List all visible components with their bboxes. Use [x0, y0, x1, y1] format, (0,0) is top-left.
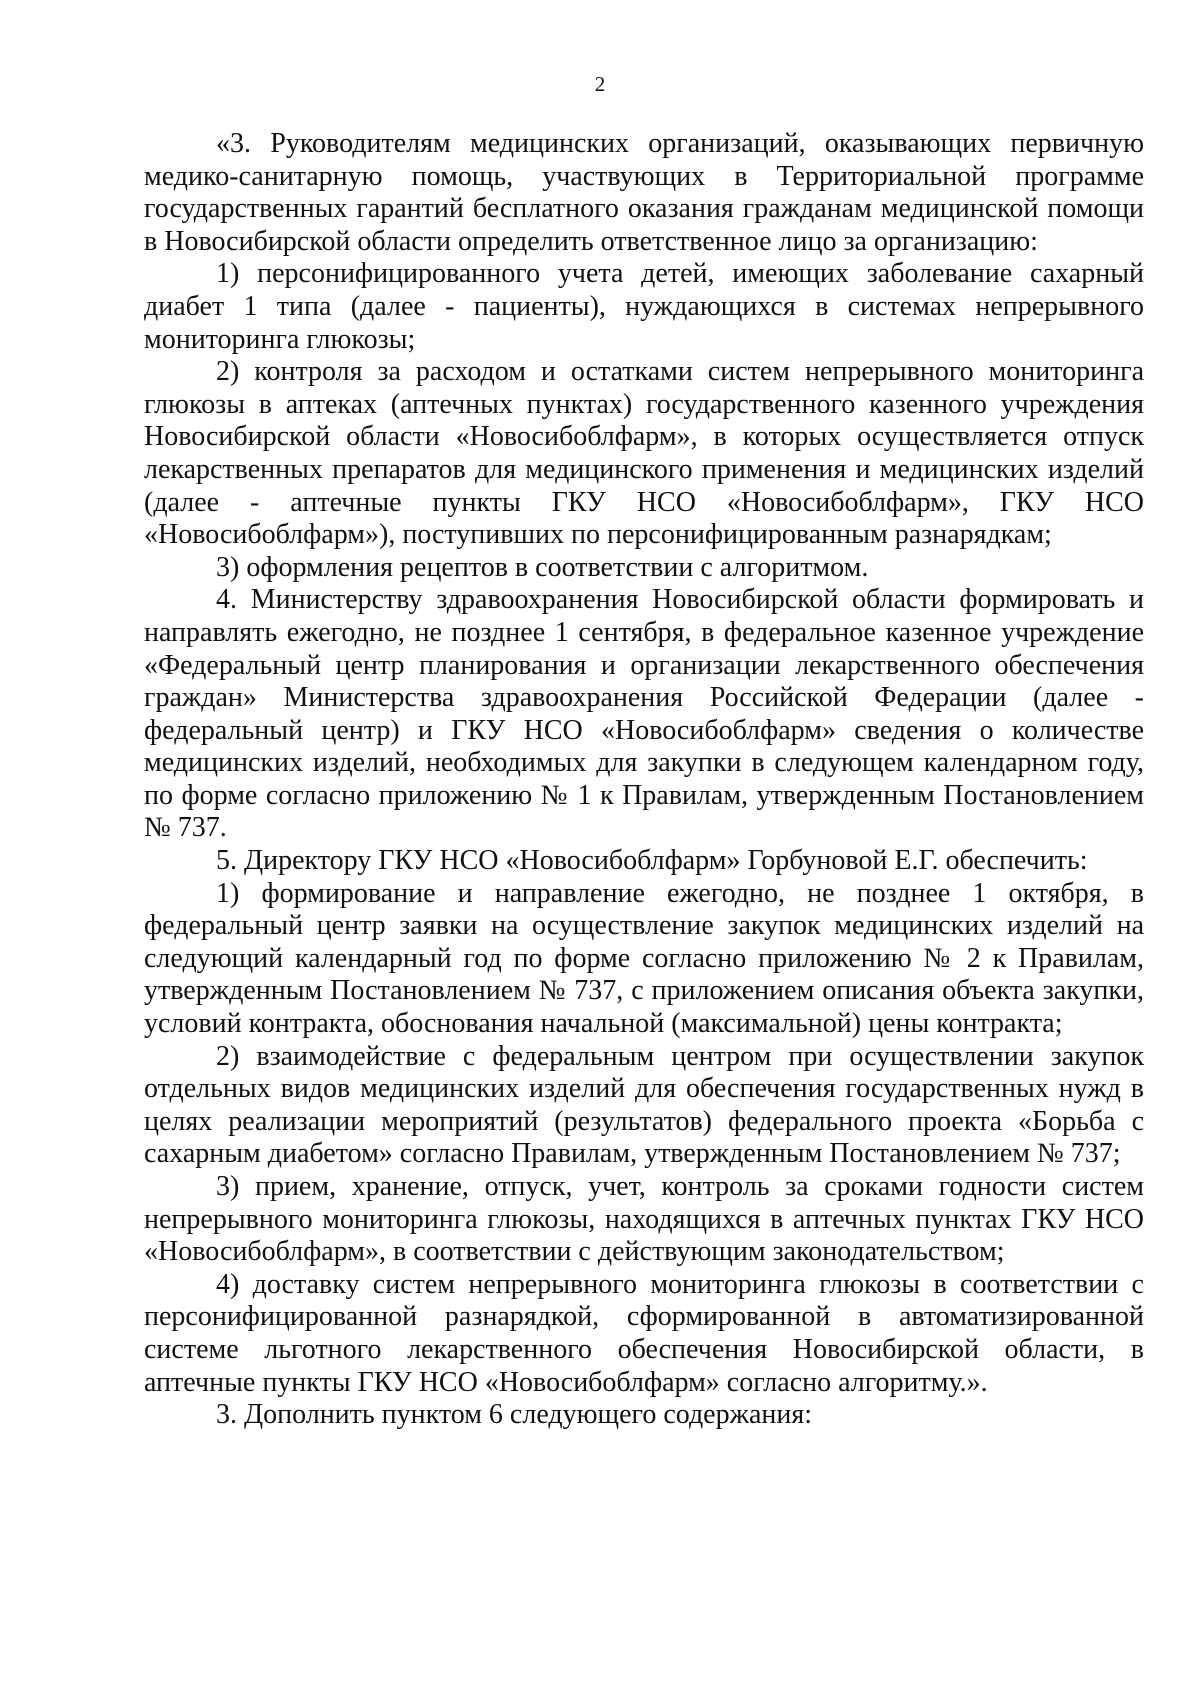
paragraph-subitem-5-2: 2) взаимодействие с федеральным центром при осуществлении закупок отдельных видов медицинских изделий для обеспечения государственных нужд в целях реализации мероприятий (результатов) федерального проекта «Борьба с сахарным диабетом» согласно Правилам, утвержденным Постановлением № 737;	[144, 1040, 1144, 1170]
paragraph-item-3: «3. Руководителям медицинских организаций, оказывающих первичную медико-санитарную помощь, участвующих в Территориальной программе государственных гарантий бесплатного оказания гражданам медицинской помощи в Новосибирской области определить ответственное лицо за организацию:	[144, 128, 1144, 257]
paragraph-item-5: 5. Директору ГКУ НСО «Новосибоблфарм» Горбуновой Е.Г. обеспечить:	[216, 845, 1088, 877]
paragraph-subitem-5-3: 3) прием, хранение, отпуск, учет, контроль за сроками годности систем непрерывного мониторинга глюкозы, находящихся в аптечных пунктах ГКУ НСО «Новосибоблфарм», в соответствии с действующим законодательством;	[144, 1171, 1144, 1268]
paragraph-subitem-3-2: 2) контроля за расходом и остатками систем непрерывного мониторинга глюкозы в аптеках (аптечных пунктах) государственного казенного учреждения Новосибирской области «Новосибоблфарм», в которых осуществляется отпуск лекарственных препаратов для медицинского применения и медицинских изделий (далее - аптечные пункты ГКУ НСО «Новосибоблфарм», ГКУ НСО «Новосибоблфарм»), поступивших по персонифицированным разнарядкам;	[144, 356, 1144, 551]
paragraph-amendment-3: 3. Дополнить пунктом 6 следующего содержания:	[216, 1399, 813, 1431]
document-body	[144, 128, 1144, 1432]
page-number: 2	[594, 72, 606, 96]
paragraph-subitem-3-3: 3) оформления рецептов в соответствии с алгоритмом.	[216, 551, 869, 583]
paragraph-item-4: 4. Министерству здравоохранения Новосибирской области формировать и направлять ежегодно, не позднее 1 сентября, в федеральное казенное учреждение «Федеральный центр планирования и организации лекарственного обеспечения граждан» Министерства здравоохранения Российской Федерации (далее - федеральный центр) и ГКУ НСО «Новосибоблфарм» сведения о количестве медицинских изделий, необходимых для закупки в следующем календарном году, по форме согласно приложению № 1 к Правилам, утвержденным Постановлением № 737.	[144, 584, 1144, 844]
paragraph-subitem-5-1: 1) формирование и направление ежегодно, не позднее 1 октября, в федеральный центр заявки на осуществление закупок медицинских изделий на следующий календарный год по форме согласно приложению № 2 к Правилам, утвержденным Постановлением № 737, с приложением описания объекта закупки, условий контракта, обоснования начальной (максимальной) цены контракта;	[144, 877, 1144, 1040]
paragraph-subitem-5-4: 4) доставку систем непрерывного мониторинга глюкозы в соответствии с персонифицированной разнарядкой, сформированной в автоматизированной системе льготного лекарственного обеспечения Новосибирской области, в аптечные пункты ГКУ НСО «Новосибоблфарм» согласно алгоритму.».	[144, 1268, 1144, 1398]
paragraph-subitem-3-1: 1) персонифицированного учета детей, имеющих заболевание сахарный диабет 1 типа (далее - пациенты), нуждающихся в системах непрерывного мониторинга глюкозы;	[144, 258, 1144, 355]
